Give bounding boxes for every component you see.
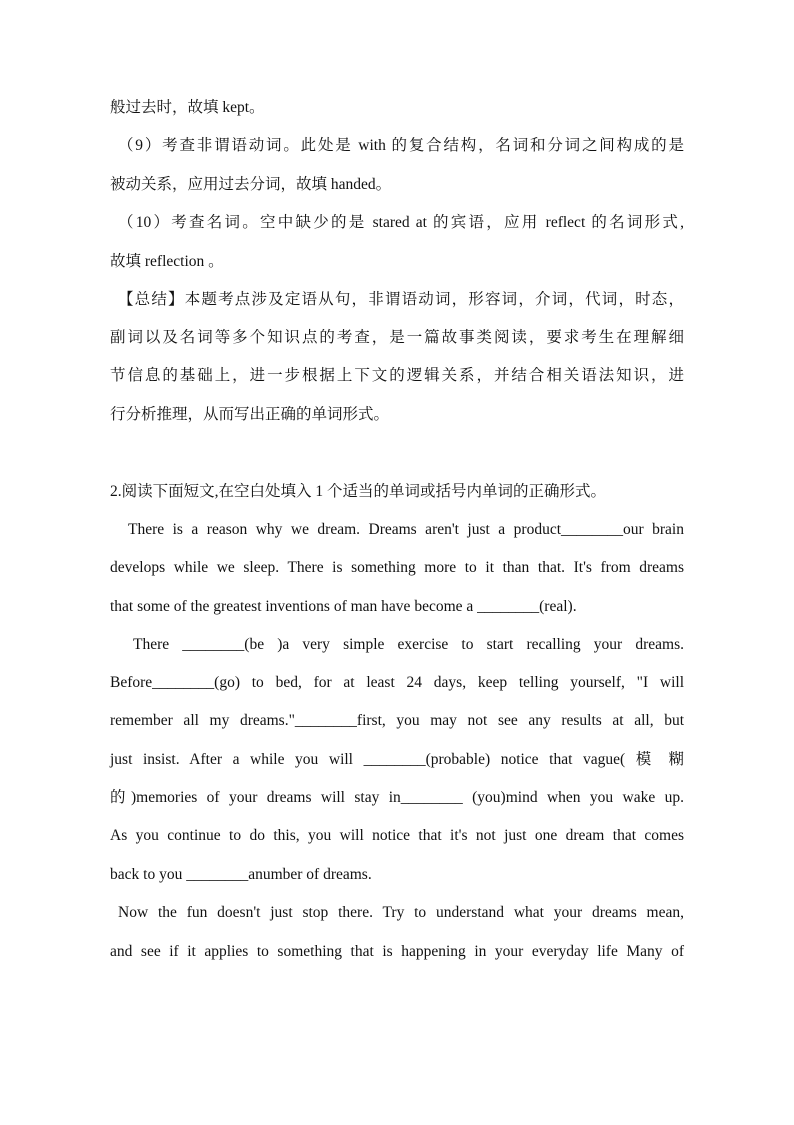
passage-line-4: There ________(be )a very simple exercise to start recalling your dreams.: [133, 636, 684, 653]
passage-line-9: As you continue to do this, you will notice that it's not just one dream that comes: [110, 827, 684, 844]
summary-line-2: 副词以及名词等多个知识点的考查，是一篇故事类阅读，要求考生在理解细: [110, 329, 684, 346]
passage-line-1: There is a reason why we dream. Dreams aren't just a product________our brain: [128, 521, 684, 538]
text-line-2: （9）考查非谓语动词。此处是 with 的复合结构，名词和分词之间构成的是: [118, 137, 684, 154]
text-line-1: 般过去时，故填 kept。: [110, 99, 265, 116]
summary-line-1: 【总结】本题考点涉及定语从句，非谓语动词，形容词，介词，代词，时态，: [118, 291, 684, 308]
text-line-5: 故填 reflection 。: [110, 253, 224, 270]
passage-line-8: 的)memories of your dreams will stay in________ (you)mind when you wake up.: [110, 789, 684, 806]
passage-line-5: Before________(go) to bed, for at least 24 days, keep telling yourself, "I will: [110, 674, 684, 691]
passage-line-10: back to you ________anumber of dreams.: [110, 866, 372, 883]
summary-line-4: 行分析推理，从而写出正确的单词形式。: [110, 406, 390, 423]
passage-line-11: Now the fun doesn't just stop there. Try to understand what your dreams mean,: [118, 904, 684, 921]
passage-line-6: remember all my dreams."________first, you may not see any results at all, but: [110, 712, 684, 729]
text-line-3: 被动关系，应用过去分词，故填 handed。: [110, 176, 392, 193]
question-heading: 2.阅读下面短文,在空白处填入 1 个适当的单词或括号内单词的正确形式。: [110, 483, 607, 500]
passage-line-3: that some of the greatest inventions of man have become a ________(real).: [110, 598, 577, 615]
summary-line-3: 节信息的基础上，进一步根据上下文的逻辑关系，并结合相关语法知识，进: [110, 367, 684, 384]
passage-line-7: just insist. After a while you will ________(probable) notice that vague( 模 糊: [110, 751, 684, 768]
passage-line-2: develops while we sleep. There is something more to it than that. It's from dreams: [110, 559, 684, 576]
passage-line-12: and see if it applies to something that is happening in your everyday life Many of: [110, 943, 684, 960]
text-line-4: （10）考查名词。空中缺少的是 stared at 的宾语，应用 reflect 的名词形式,: [118, 214, 684, 231]
